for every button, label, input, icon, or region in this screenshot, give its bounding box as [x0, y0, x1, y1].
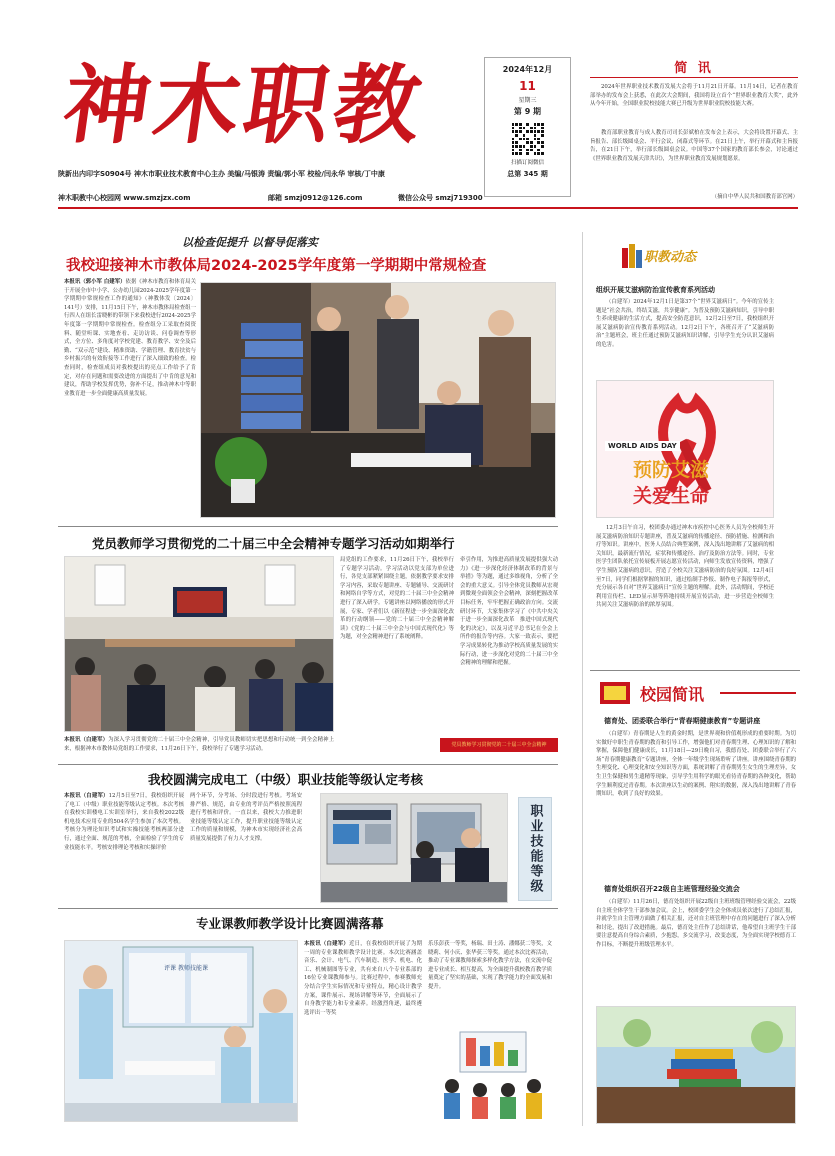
- info-line: 陕新出内印字S0904号 神木市职业技术教育中心主办 美编/马银涛 责编/郭小军 校检/闫永华 审核/丁中康: [58, 170, 385, 178]
- poster-line-1: WORLD AIDS DAY: [605, 441, 680, 451]
- brief-box: [590, 57, 798, 207]
- electric-title: 我校圆满完成电工（中级）职业技能等级认定考核: [148, 772, 424, 787]
- campus-item2-title: 德育处组织召开22级自主班管理经验交流会: [604, 885, 740, 893]
- design-photo: [64, 940, 298, 1122]
- total-issue: 总第 345 期: [507, 170, 548, 178]
- design-col-1: [304, 940, 422, 1124]
- books-desk-scene: [597, 1007, 796, 1124]
- design-illustration: [434, 1024, 552, 1124]
- aids-poster: [596, 380, 774, 518]
- electric-byline: 本报讯（白建军）: [64, 793, 109, 799]
- issue-number: 第 9 期: [513, 107, 542, 116]
- qr-caption: 扫描订阅微信: [510, 160, 544, 166]
- lead-byline: 本报讯（郭小军 白建军）: [64, 279, 126, 285]
- campus-item1-body: （白建军）青春期是人生的黄金时期，是世界观和价值观形成的重要时期。为切实做好中职生青春期的教育和引导工作，增强他们对青春期生理、心理知识的了解和掌握，保障他们健康成长，11月18日—29日晚自习，我德育处、团委联合举行了六场“青春期健康教育”专题讲座，全体一年级学生现场聆听了讲座。讲座围绕青春期的生理变化、心理变化和安全知识等方面，系统讲解了青春期男生女生的生理差异，女生卫生保健和男生遗精等现象，引导学生用科学的眼光看待青春期的各种变化，帮助学生顺利度过青春期。本次讲座以生动的案例、翔实的数据，深入浅出地讲解了青春期知识，收到了良好的效果。: [596, 731, 796, 798]
- classroom-scene: [65, 557, 334, 732]
- design-col-2: 乐乐彭获一等奖，杨瑞、田士涛、潘娜获二等奖，文晓莉、何小庆、张华获三等奖。通过本次比赛活动，推动了专业课教师探索多样化教学方法，在交流中促进专业成长、相互提高，为全面提升我校教育教学质量奠定了坚实的基础，实现了教学能力的全面发展和提升。: [428, 941, 552, 990]
- study-byline: 本报讯（白建军）: [64, 737, 109, 743]
- issue-weekday: 星期三: [518, 97, 537, 104]
- campus-banner-text: 校园简讯: [640, 685, 705, 704]
- inspection-scene: [201, 283, 556, 518]
- study-col-2: 牵引作用，为推进高质量发展提供强大动力》《进一步深化经济体制改革的背景与举措》等为题，通过多维视角，分析了全会的重大意义。引导全体党员教师从宏观到微观全面领会全会精神，深刻把握改革目标任务，牢牢把握正确政治方向。交流研讨环节，大家集体学习了《中共中央关于进一步全面深化改革 推进中国式现代化的决定》，以及习近平总书记在全会上所作的报告等内容。大家一致表示，要把学习成果转化为推动学校高质量发展的实际行动，进一步深化对党的二十届三中全会精神的理解和把握。: [460, 557, 558, 667]
- teachers-illustration: [434, 1024, 552, 1124]
- campus-banner: [596, 678, 796, 708]
- skill-vertical-text: 职业技能等级: [527, 804, 543, 894]
- electric-col-1: [64, 792, 184, 902]
- brief-para-1: 2024年世界职业技术教育发展大会将于11月21日开幕。11月14日，记者在教育部举办的发布会上获悉，在此次大会期间，我国将设立首个“世界职业教育大奖”，此外从今年开始，全国职业院校技能大赛已升级为世界职业院校技能大赛。: [590, 84, 798, 108]
- study-banner: [440, 738, 558, 752]
- skill-vertical-banner: [518, 797, 552, 901]
- campus-item1-title: 德育处、团委联合举行“青春期健康教育”专题讲座: [604, 717, 761, 725]
- study-photo: [64, 556, 334, 732]
- study-col-1: 局党组的工作要求，11月26日下午，我校举行了专题学习活动。学习活动以党支部为单位进行，各党支部紧紧围绕主题，依据教学要求安排学习内容，采取专题讲座、专题辅导、交流研讨和网络自学等方式，对党的二十届三中全会精神进行了深入研学。专题讲座以网络播放的形式开展，专家、学者们以《新征程进一步全面深化改革的行动纲领——党的二十届三中全会精神解读》《党的二十届三中全会与中国式现代化》等为题，对全会精神进行了系统阐释。: [340, 557, 454, 641]
- lead-body: [64, 278, 196, 518]
- study-caption-text: 为深入学习贯彻党的二十届三中全会精神，引导党员教师切实把思想和行动统一到全会精神上来，根据神木市教体局党组的工作要求，11月26日下午，我校举行了专题学习活动。: [64, 737, 334, 752]
- issue-day: 11: [519, 79, 536, 93]
- books-icon: [620, 240, 644, 270]
- lead-text: 依据《神木市教育和体育局关于开展全市中小学、公办幼儿园2024-2025学年度第一学期期中常规检查工作的通知》（神教体发〔2024〕141号）安排，11月15日下午，神木市教体局检查组一行四人在组长雷晓彬的带领下来我校进行2024-2025学年度第一学期期中常规检查。检查组分工采取查阅资料、随堂听课、实地查看、走访访谈、问卷调查等形式，全方位、多角度对学校党建、教育教学、安全及后勤、“双示范”建设、精准资助、学籍管理、教育扶贫与乡村振兴的有效衔接等工作进行了深入细致的检查。检查同时，检查组成员对我校提出的亮点工作给予了肯定，对存在问题和需要改进的方面提出了中肯的意见和建议，帮助学校发挥优势，弥补不足，推动神木中等职业教育进一步全面健康高质量发展。: [64, 279, 196, 397]
- lead-title: 我校迎接神木市教体局2024-2025学年度第一学期期中常规检查: [66, 258, 487, 274]
- lead-slogan: 以检查促提升 以督导促落实: [182, 236, 318, 249]
- study-title: 党员教师学习贯彻党的二十届三中全会精神专题学习活动如期举行: [92, 536, 455, 551]
- activity-banner-text: 职教动态: [644, 250, 697, 265]
- masthead-title: 神木职教: [56, 55, 432, 156]
- poster-line-2: 预防艾滋: [633, 459, 710, 481]
- electric-lab-scene: [321, 794, 508, 903]
- email: 邮箱 smzj0912@126.com: [268, 194, 363, 202]
- news-icon: [596, 678, 634, 708]
- wechat: 微信公众号 smzj719300: [398, 194, 483, 202]
- activity-title: 组织开展艾滋病防治宣传教育系列活动: [596, 286, 715, 294]
- qr-code: [512, 123, 544, 155]
- lead-photo: [200, 282, 556, 518]
- design-title: 专业课教师教学设计比赛圆满落幕: [196, 916, 384, 931]
- website: 神木职教中心校园网 www.smzjzx.com: [58, 194, 191, 202]
- campus-photo: [596, 1006, 796, 1124]
- brief-source: （摘自中华人民共和国教育部官网）: [711, 194, 798, 200]
- activity-body-1: （白建军）2024年12月1日是第37个“世界艾滋病日”。今年的宣传主题是“社会共治，终结艾滋，共享健康”。为普及预防艾滋病知识，引导中职生养成健康的生活方式，提高安全防范意识，12月2日至7日，我校组织开展艾滋病防治宣传教育系列活动。12月2日下午，各班召开了“艾滋病防治”主题班会，班主任通过预防艾滋病知识讲解，引导学生充分认识艾滋病的危害。: [596, 299, 774, 348]
- brief-para-2: 教育部职业教育与成人教育司司长彭斌柏在发布会上表示，大会将设置开幕式、主旨报告、部长级圆桌会、平行会议、闭幕式等环节。在21日上午，举行开幕式和主旨报告，在21日下午，举行部长级圆桌会议。中国等37个国家的教育部长参会，讨论通过《世界职业教育发展天津共识》，为世界职业教育发展规划愿景。: [590, 130, 798, 162]
- issue-date: 2024年12月: [502, 65, 553, 74]
- electric-col-1-text: 12月5日至7日，我校组织开展了电工（中级）职业技能等级认定考核。本次考核在我校实训楼电工实训室举行，来自我校2022级机电技术应用专业的504名学生参加了本次考核。考核分为理论知识考试和实操技能考核两部分进行，通过全面、规范的考核，全面检验了学生的专业技能水平。考核安排理论考核和实操评价: [64, 793, 184, 851]
- brief-heading: 简 讯: [674, 61, 714, 76]
- activity-body-2: 12月3日午自习，校团委办通过神木市疾控中心医务人员为全校师生开展艾滋病防治知识专题讲座，普及艾滋病的传播途径、预防措施、检测和治疗等知识。讲座中，医务人员结合典型案例，深入浅出地讲解了艾滋病的相关知识，最新流行情况，症状和传播途径、治疗及防治方法等。同时，专业医学生团队依托宣传展板开展志愿宣传活动，向师生发放宣传资料，增强了学生预防艾滋病的意识，营造了全校关注艾滋病防治的良好氛围。12月4日至7日，同学们根据掌握的知识，通过绘制手抄报、制作电子海报等形式，充分展示各自对“世界艾滋病日”宣传主题的理解。此外，活动期间，学校还利用宣传栏、LED显示屏等阵地持续开展宣传活动，进一步营造全校师生共同关注艾滋病防治的浓厚氛围。: [596, 525, 774, 609]
- design-byline: 本报讯（白建军）: [304, 941, 350, 947]
- study-banner-text: 党员教师学习贯彻党的二十届三中全会精神: [451, 742, 547, 748]
- electric-col-2: 两个环节，分考场、分时段进行考核。考场安排严格、规范，由专业的考评员严格按照流程进行考核和评价。一直以来，我校大力推进职业技能等级认定工作，提升职业技能等级认定工作的质量和规模，为神木市实现经济社会高质量发展提供了有力人才支撑。: [190, 793, 302, 842]
- design-col-1-text: 近日，在我校组织开展了为期一周的专业课教师教学设计比赛。本次比赛涵盖音乐、会计、电气、汽车制造、医学、机电、化工、机械制图等专业，共有来自八个专业系部的16位专业课教师参与。比赛过程中，参赛教师充分结合学生实际情况和专业特点，精心设计教学方案，课件展示、现场讲解等环节，全面展示了自身教学能力和专业素养。经激烈角逐，最终遴选评出一等奖: [304, 941, 422, 1016]
- poster-line-3: 关爱生命: [633, 485, 710, 507]
- design-screen-text: 评课 教师技能课: [164, 965, 208, 972]
- study-left-caption: [64, 736, 334, 762]
- campus-item2-body: （白建军）11月26日，德育处组织开展22级自主班班级管理经验交流会，22级自主班全体学生干部参加会议。会上，校团委学生会全体成员依次进行了总结汇报，并就学生自主管理方面做了相关汇报，还对自主班管理中存在的问题进行了深入分析和讨论，提出了改进措施。最后，德育处主任作了总结讲话，他希望自主班学生干部要注意提高自身综合素质，少抱怨，多交流学习，改变态度，为全面实现学校德育工作目标，不断提升班级管理水平。: [596, 899, 796, 948]
- electric-photo: [320, 793, 508, 903]
- activity-banner: [620, 238, 702, 272]
